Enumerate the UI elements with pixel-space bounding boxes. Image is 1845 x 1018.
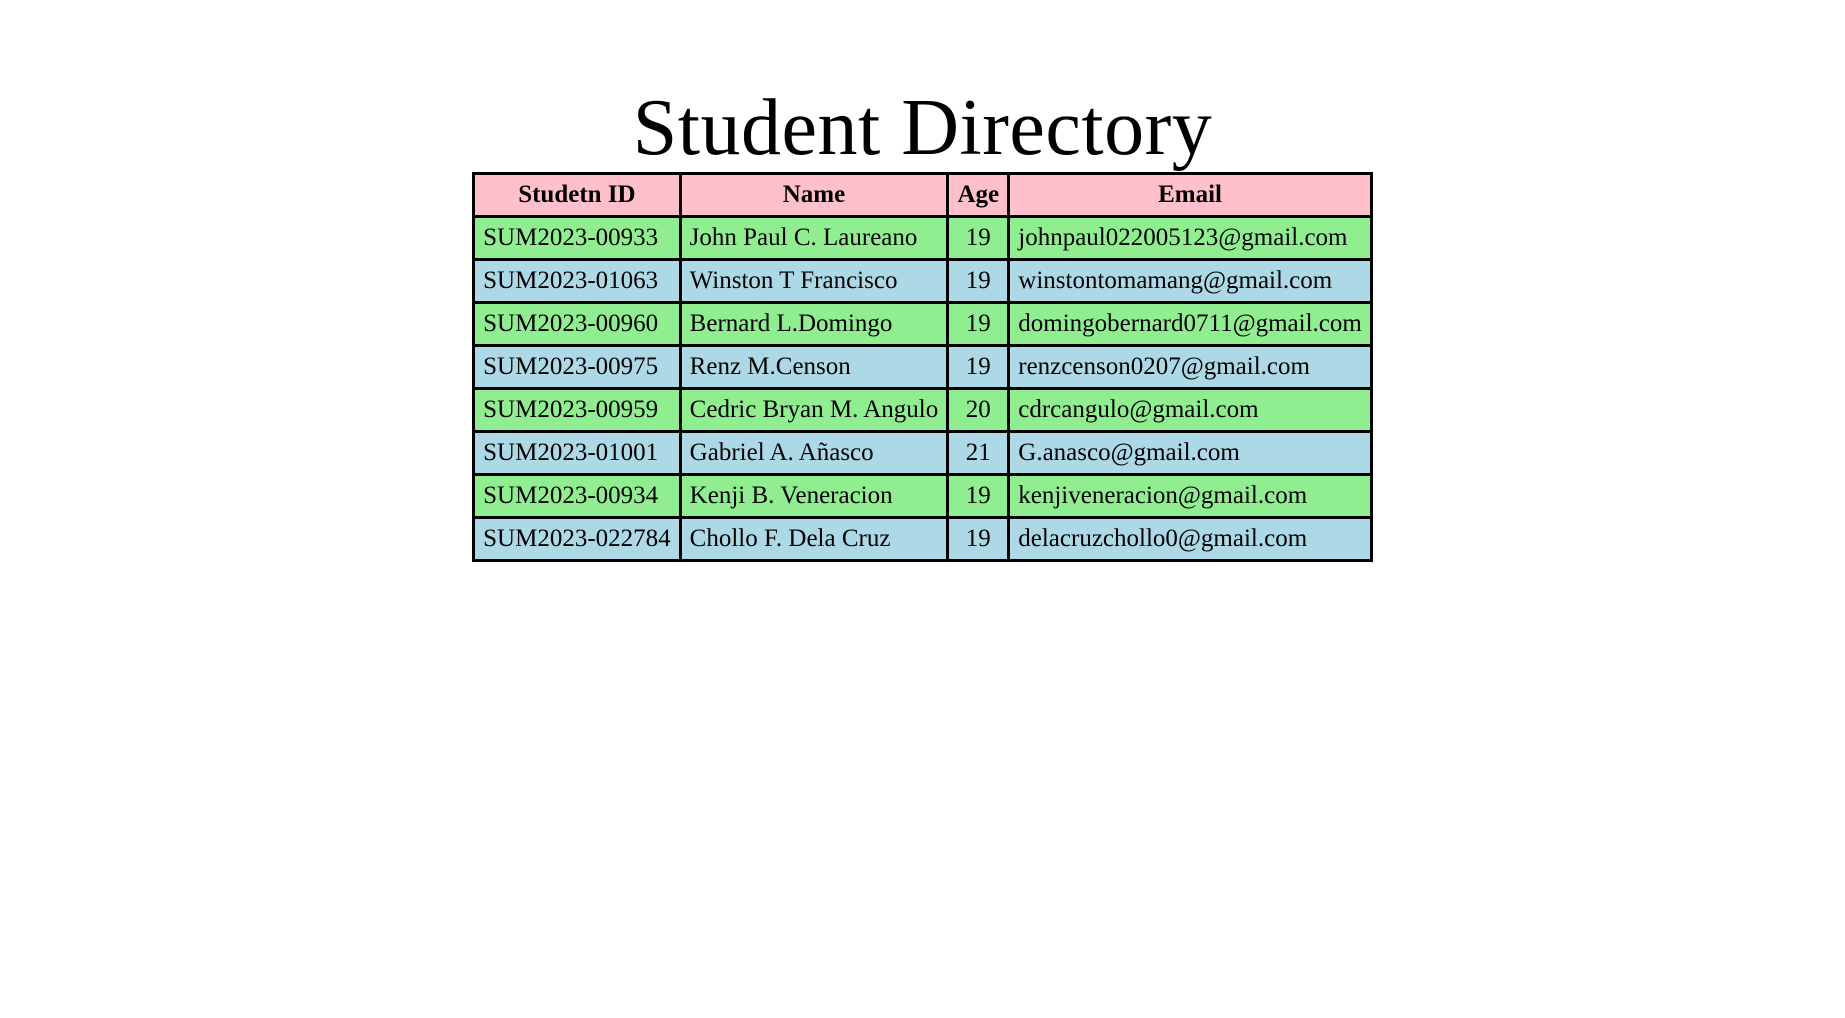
cell-email: kenjiveneracion@gmail.com <box>1009 475 1372 518</box>
cell-name: Chollo F. Dela Cruz <box>680 518 948 561</box>
cell-name: Renz M.Censon <box>680 346 948 389</box>
cell-age: 20 <box>948 389 1009 432</box>
cell-age: 21 <box>948 432 1009 475</box>
cell-student-id: SUM2023-00934 <box>474 475 681 518</box>
cell-age: 19 <box>948 260 1009 303</box>
cell-age: 19 <box>948 346 1009 389</box>
cell-email: domingobernard0711@gmail.com <box>1009 303 1372 346</box>
cell-student-id: SUM2023-01001 <box>474 432 681 475</box>
cell-age: 19 <box>948 303 1009 346</box>
header-email: Email <box>1009 174 1372 217</box>
table-row <box>474 346 1372 389</box>
table-row <box>474 432 1372 475</box>
student-directory-table <box>472 172 1373 562</box>
table-container <box>0 172 1845 562</box>
cell-email: renzcenson0207@gmail.com <box>1009 346 1372 389</box>
table-header <box>474 174 1372 217</box>
cell-student-id: SUM2023-022784 <box>474 518 681 561</box>
cell-name: Winston T Francisco <box>680 260 948 303</box>
cell-email: winstontomamang@gmail.com <box>1009 260 1372 303</box>
cell-email: cdrcangulo@gmail.com <box>1009 389 1372 432</box>
cell-name: John Paul C. Laureano <box>680 217 948 260</box>
cell-name: Gabriel A. Añasco <box>680 432 948 475</box>
cell-name: Kenji B. Veneracion <box>680 475 948 518</box>
cell-student-id: SUM2023-00960 <box>474 303 681 346</box>
cell-student-id: SUM2023-00959 <box>474 389 681 432</box>
cell-age: 19 <box>948 518 1009 561</box>
table-row <box>474 260 1372 303</box>
cell-name: Cedric Bryan M. Angulo <box>680 389 948 432</box>
cell-name: Bernard L.Domingo <box>680 303 948 346</box>
page-title: Student Directory <box>632 84 1213 172</box>
cell-student-id: SUM2023-00975 <box>474 346 681 389</box>
header-student-id: Studetn ID <box>474 174 681 217</box>
header-name: Name <box>680 174 948 217</box>
cell-student-id: SUM2023-01063 <box>474 260 681 303</box>
header-row <box>474 174 1372 217</box>
cell-age: 19 <box>948 217 1009 260</box>
cell-student-id: SUM2023-00933 <box>474 217 681 260</box>
cell-email: johnpaul022005123@gmail.com <box>1009 217 1372 260</box>
table-row <box>474 217 1372 260</box>
header-age: Age <box>948 174 1009 217</box>
table-body <box>474 217 1372 561</box>
table-row <box>474 475 1372 518</box>
table-row <box>474 303 1372 346</box>
cell-age: 19 <box>948 475 1009 518</box>
cell-email: delacruzchollo0@gmail.com <box>1009 518 1372 561</box>
cell-email: G.anasco@gmail.com <box>1009 432 1372 475</box>
table-row <box>474 518 1372 561</box>
table-row <box>474 389 1372 432</box>
